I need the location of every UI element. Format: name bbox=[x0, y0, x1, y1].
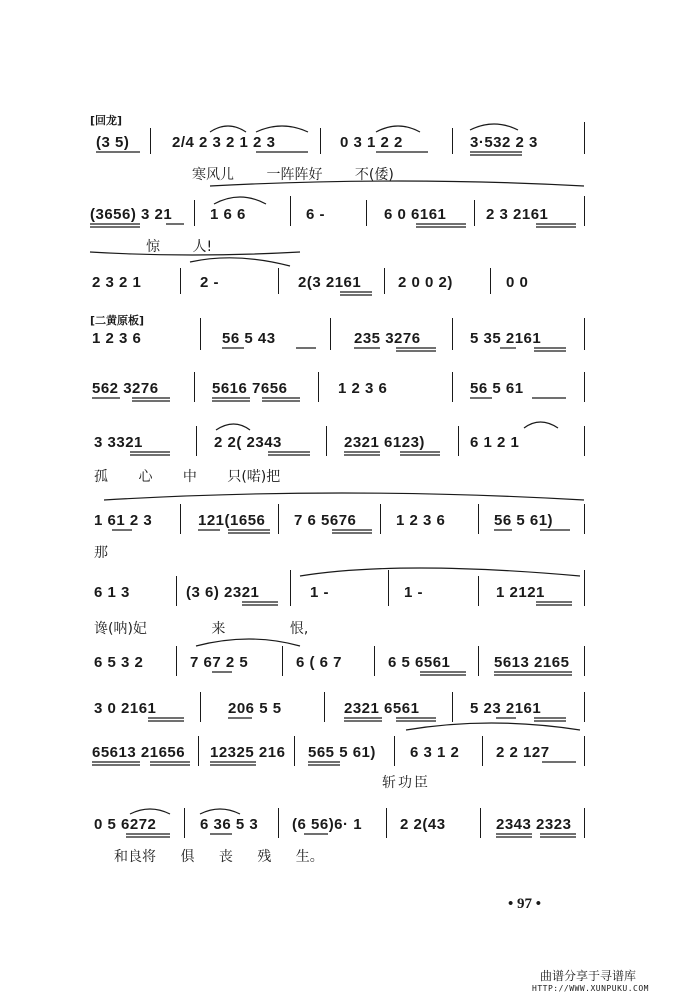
measure: 1 - bbox=[404, 584, 424, 601]
section-marker-huilong: [回龙] bbox=[90, 114, 123, 127]
measure: 2 2(43 bbox=[400, 816, 446, 833]
watermark-site-url: HTTP://WWW.XUNPUKU.COM bbox=[532, 984, 649, 993]
measure: 6 36 5 3 bbox=[200, 816, 259, 833]
measure: 3·532 2 3 bbox=[470, 134, 538, 151]
measure: 0 0 bbox=[506, 274, 529, 291]
measure: 206 5 5 bbox=[228, 700, 282, 717]
measure: 121(1656 bbox=[198, 512, 266, 529]
measure: 56 5 43 bbox=[222, 330, 276, 347]
lyric-line: 斩功臣 bbox=[382, 775, 430, 791]
measure: 1 2 3 6 bbox=[338, 380, 388, 397]
measure: 3 3321 bbox=[94, 434, 143, 451]
measure: 5 35 2161 bbox=[470, 330, 542, 347]
measure: 2321 6561 bbox=[344, 700, 420, 717]
measure: 3 0 2161 bbox=[94, 700, 157, 717]
measure: 6 0 6161 bbox=[384, 206, 447, 223]
measure: 7 6 5676 bbox=[294, 512, 357, 529]
lyric-line: 孤 心 中 只(喏)把 bbox=[94, 469, 281, 485]
measure: 2 3 2 1 bbox=[92, 274, 142, 291]
measure: 2 3 2161 bbox=[486, 206, 549, 223]
measure: 1 2 3 6 bbox=[396, 512, 446, 529]
measure: 2321 6123) bbox=[344, 434, 425, 451]
measure: 6 5 3 2 bbox=[94, 654, 144, 671]
lyric-line: 那 bbox=[94, 545, 108, 561]
measure: 235 3276 bbox=[354, 330, 421, 347]
lyric-line: 和良将 俱 丧 残 生。 bbox=[114, 849, 324, 865]
lyric-line: 谗(呐)妃 来 恨, bbox=[94, 621, 309, 637]
measure: 6 1 2 1 bbox=[470, 434, 520, 451]
measure: 6 ( 6 7 bbox=[296, 654, 343, 671]
measure: 0 5 6272 bbox=[94, 816, 157, 833]
measure: (3 5) bbox=[96, 134, 130, 151]
measure: 6 1 3 bbox=[94, 584, 130, 601]
measure: 2 2 127 bbox=[496, 744, 550, 761]
measure: 56 5 61) bbox=[494, 512, 554, 529]
measure: (3 6) 2321 bbox=[186, 584, 260, 601]
measure: 5616 7656 bbox=[212, 380, 288, 397]
lyric-line: 惊 人! bbox=[146, 239, 213, 255]
measure: 562 3276 bbox=[92, 380, 159, 397]
page-number: • 97 • bbox=[508, 896, 542, 912]
measure: 2 0 0 2) bbox=[398, 274, 453, 291]
measure: 2/4 2 3 2 1 2 3 bbox=[172, 134, 276, 151]
measure: 1 6 6 bbox=[210, 206, 246, 223]
measure: 1 2 3 6 bbox=[92, 330, 142, 347]
measure: 2343 2323 bbox=[496, 816, 572, 833]
measure: 1 2121 bbox=[496, 584, 545, 601]
measure: 6 - bbox=[306, 206, 326, 223]
section-marker-erhuang: [二黄原板] bbox=[90, 314, 145, 327]
measure: 0 3 1 2 2 bbox=[340, 134, 403, 151]
measure: 565 5 61) bbox=[308, 744, 376, 761]
measure: (3656) 3 21 bbox=[90, 206, 173, 223]
measure: 2(3 2161 bbox=[298, 274, 362, 291]
measure: (6 56)6· 1 bbox=[292, 816, 363, 833]
measure: 65613 21656 bbox=[92, 744, 186, 761]
watermark-site-name: 曲谱分享于寻谱库 bbox=[540, 969, 637, 983]
measure: 6 3 1 2 bbox=[410, 744, 460, 761]
measure: 2 - bbox=[200, 274, 220, 291]
measure: 1 - bbox=[310, 584, 330, 601]
measure: 6 5 6561 bbox=[388, 654, 451, 671]
measure: 5613 2165 bbox=[494, 654, 570, 671]
measure: 12325 216 bbox=[210, 744, 286, 761]
measure: 7 67 2 5 bbox=[190, 654, 249, 671]
lyric-line: 寒风儿 一阵阵好 不(倭) bbox=[192, 167, 394, 183]
measure: 1 61 2 3 bbox=[94, 512, 153, 529]
measure: 56 5 61 bbox=[470, 380, 524, 397]
measure: 2 2( 2343 bbox=[214, 434, 282, 451]
measure: 5 23 2161 bbox=[470, 700, 542, 717]
